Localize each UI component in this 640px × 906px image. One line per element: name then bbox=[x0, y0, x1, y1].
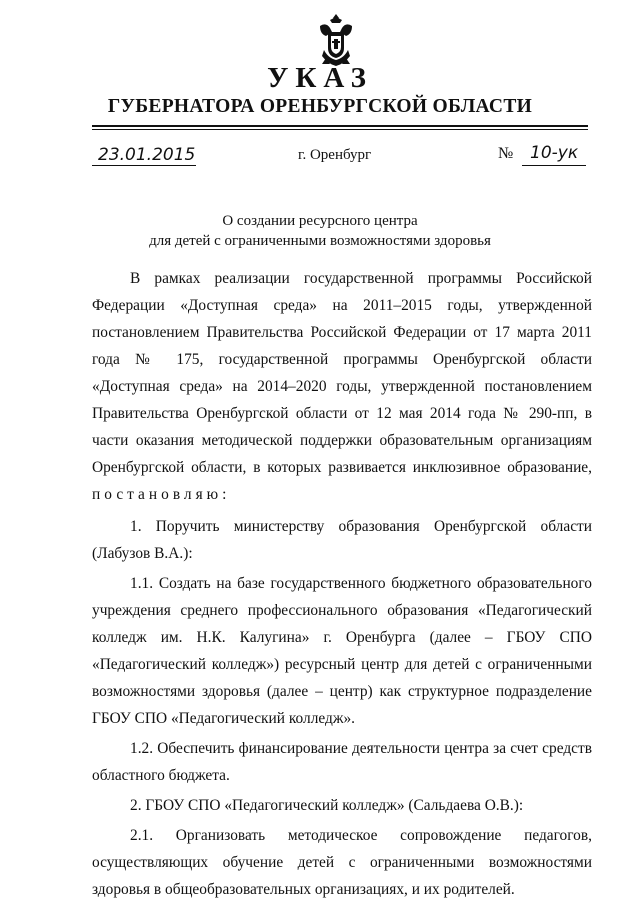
number-underline bbox=[522, 165, 586, 166]
paragraph-1-1: 1.1. Создать на базе государственного бюджетного образовательного учреждения среднего профессионального образования «Педагогический колледж им. Н.К. Калугина» г. Оренбурга (далее – ГБОУ СПО «Педагогический колледж») ресурсный центр для детей с ограниченными возможностями здоровья (далее – центр) как структурное подразделение ГБОУ СПО «Педагогический колледж». bbox=[92, 575, 592, 727]
heading-line-1: О создании ресурсного центра bbox=[222, 213, 418, 229]
decree-date: 23.01.2015 bbox=[98, 145, 196, 165]
date-underline bbox=[92, 165, 196, 166]
paragraph-2-1: 2.1. Организовать методическое сопровождение педагогов, осуществляющих обучение детей с ограниченными возможностями здоровья в общеобразовательных организациях, и их родителей. bbox=[92, 827, 592, 898]
decree-word: постановляю: bbox=[92, 486, 231, 503]
paragraph-preamble bbox=[92, 265, 592, 508]
number-sign: № bbox=[498, 145, 514, 162]
paragraph-1: 1. Поручить министерству образования Оренбургской области (Лабузов В.А.): bbox=[92, 518, 592, 562]
decree-number: 10-ук bbox=[530, 143, 579, 163]
decree-body bbox=[92, 265, 592, 906]
paragraph-1-2: 1.2. Обеспечить финансирование деятельности центра за счет средств областного бюджета. bbox=[92, 740, 592, 784]
document-title: УКАЗ bbox=[267, 62, 373, 94]
header-rule-thin bbox=[92, 129, 588, 130]
decree-city: г. Оренбург bbox=[298, 147, 372, 163]
document-subtitle: ГУБЕРНАТОРА ОРЕНБУРГСКОЙ ОБЛАСТИ bbox=[107, 96, 533, 117]
decree-heading bbox=[0, 211, 640, 251]
heading-line-2: для детей с ограниченными возможностями здоровья bbox=[149, 233, 491, 249]
preamble-text: В рамках реализации государственной программы Российской Федерации «Доступная среда» на 2011–2015 годы, утвержденной постановлением Правительства Российской Федерации от 17 марта 2011 года № 175, государственной программы Оренбургской области «Доступная среда» на 2014–2020 годы, утвержденной постановлением Правительства Оренбургской области от 12 мая 2014 года № 290-пп, в части оказания методической поддержки образовательным организациям Оренбургской области, в которых развивается инклюзивное образование, bbox=[92, 270, 592, 476]
paragraph-2: 2. ГБОУ СПО «Педагогический колледж» (Сальдаева О.В.): bbox=[130, 797, 524, 814]
coat-of-arms-icon bbox=[316, 12, 356, 68]
header-rule bbox=[92, 125, 588, 127]
